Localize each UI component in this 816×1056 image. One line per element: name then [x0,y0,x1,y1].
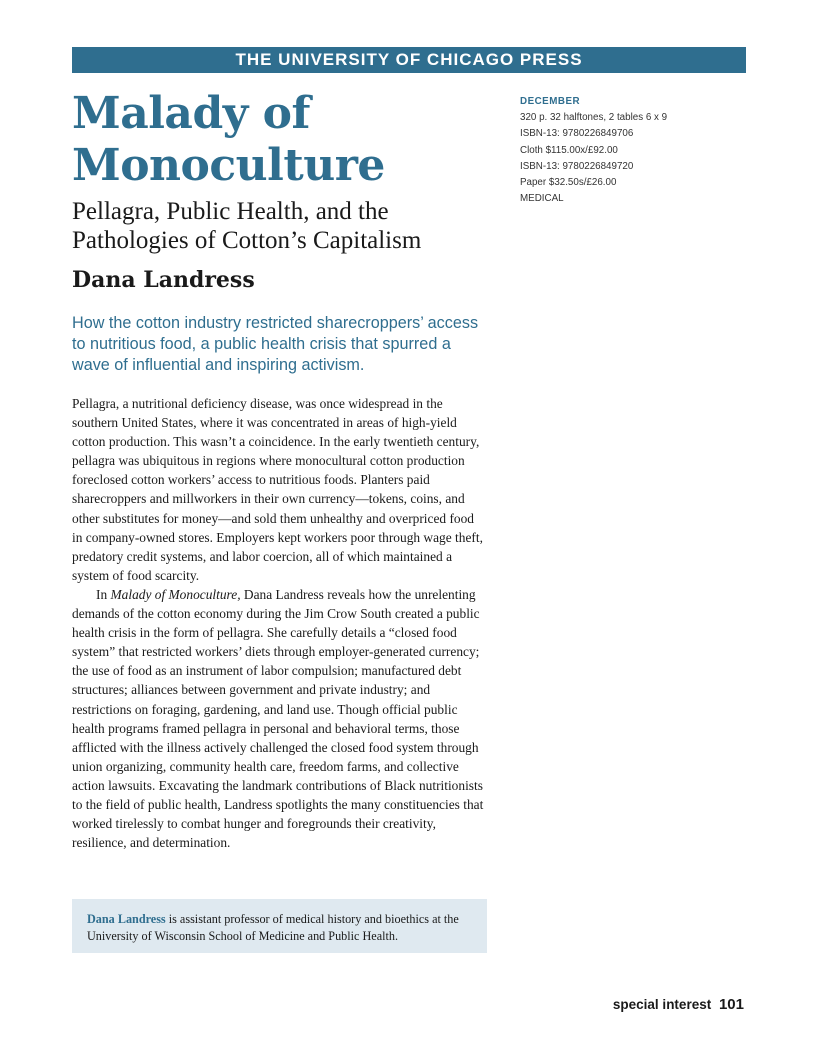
author-bio-box [72,899,487,953]
book-metadata [520,94,740,207]
description-paragraph-2 [72,585,487,852]
book-title-line-2: Monoculture [72,140,385,191]
page-number: 101 [718,996,744,1013]
description-paragraph-1: Pellagra, a nutritional deficiency disease, was once widespread in the southern United States, where it was concentrated in areas of high-yield cotton production. This wasn’t a coincidence. In the early twentieth century, pellagra was ubiquitous in regions where monocultural cotton production foreclosed cotton workers’ access to nutritious foods. Planters paid sharecroppers and millworkers in their own currency—tokens, coins, and other substitutes for money—and sold them unhealthy and overpriced food in company-owned stores. Employers kept workers poor through wage theft, predatory credit systems, and labor coercion, all of which maintained a system of food scarcity. [72,396,483,583]
book-subtitle-line-2: Pathologies of Cotton’s Capitalism [72,227,422,254]
price-paper: Paper $32.50s/£26.00 [520,177,617,189]
section-label: special interest [612,997,712,1012]
page-footer [613,996,744,1013]
book-description [72,394,487,852]
book-subtitle-line-1: Pellagra, Public Health, and the [72,198,389,225]
bio-author-name: Dana Landress [87,912,166,926]
paragraph-2-text: Dana Landress reveals how the unrelenting demands of the cotton economy during the Jim Crow South created a public health crisis in the form of pellagra. She carefully details a “closed food system” that restricted workers’ diets through employer-generated currency; the use of food as an instrument of labor compulsion; manufactured debt structures; alliances between government and private industry; and restrictions on foraging, gardening, and land use. Though official public health programs framed pellagra in personal and behavioral terms, those afflicted with the illness actively challenged the closed food system through union organizing, community health care, freedom farms, and collective action lawsuits. Excavating the landmark contributions of Black nutritionists to the field of public health, Landress spotlights the many constituencies that worked tirelessly to combat hunger and foregrounds their creativity, resilience, and determination. [72,586,484,851]
book-specs: 320 p. 32 halftones, 2 tables 6 x 9 [520,112,668,124]
bio-text: is assistant professor of medical history and bioethics at the University of Wisconsin School of Medicine and Public Health. [87,912,459,943]
publication-season: DECEMBER [520,96,581,107]
book-title-line-1: Malady of [72,88,310,139]
book-subtitle [72,197,512,255]
author-name: Dana Landress [72,267,255,293]
isbn-paper: ISBN-13: 9780226849720 [520,160,634,172]
paragraph-2-prefix: In [96,586,111,602]
book-title [72,88,492,192]
book-title-reference: Malady of Monoculture, [110,586,241,602]
book-tagline: How the cotton industry restricted sharecroppers’ access to nutritious food, a public health crisis that spurred a wave of influential and inspiring activism. [72,314,479,374]
isbn-cloth: ISBN-13: 9780226849706 [520,128,634,140]
price-cloth: Cloth $115.00x/£92.00 [520,144,618,156]
publisher-banner: THE UNIVERSITY OF CHICAGO PRESS [72,47,746,73]
subject-category: MEDICAL [520,193,564,205]
